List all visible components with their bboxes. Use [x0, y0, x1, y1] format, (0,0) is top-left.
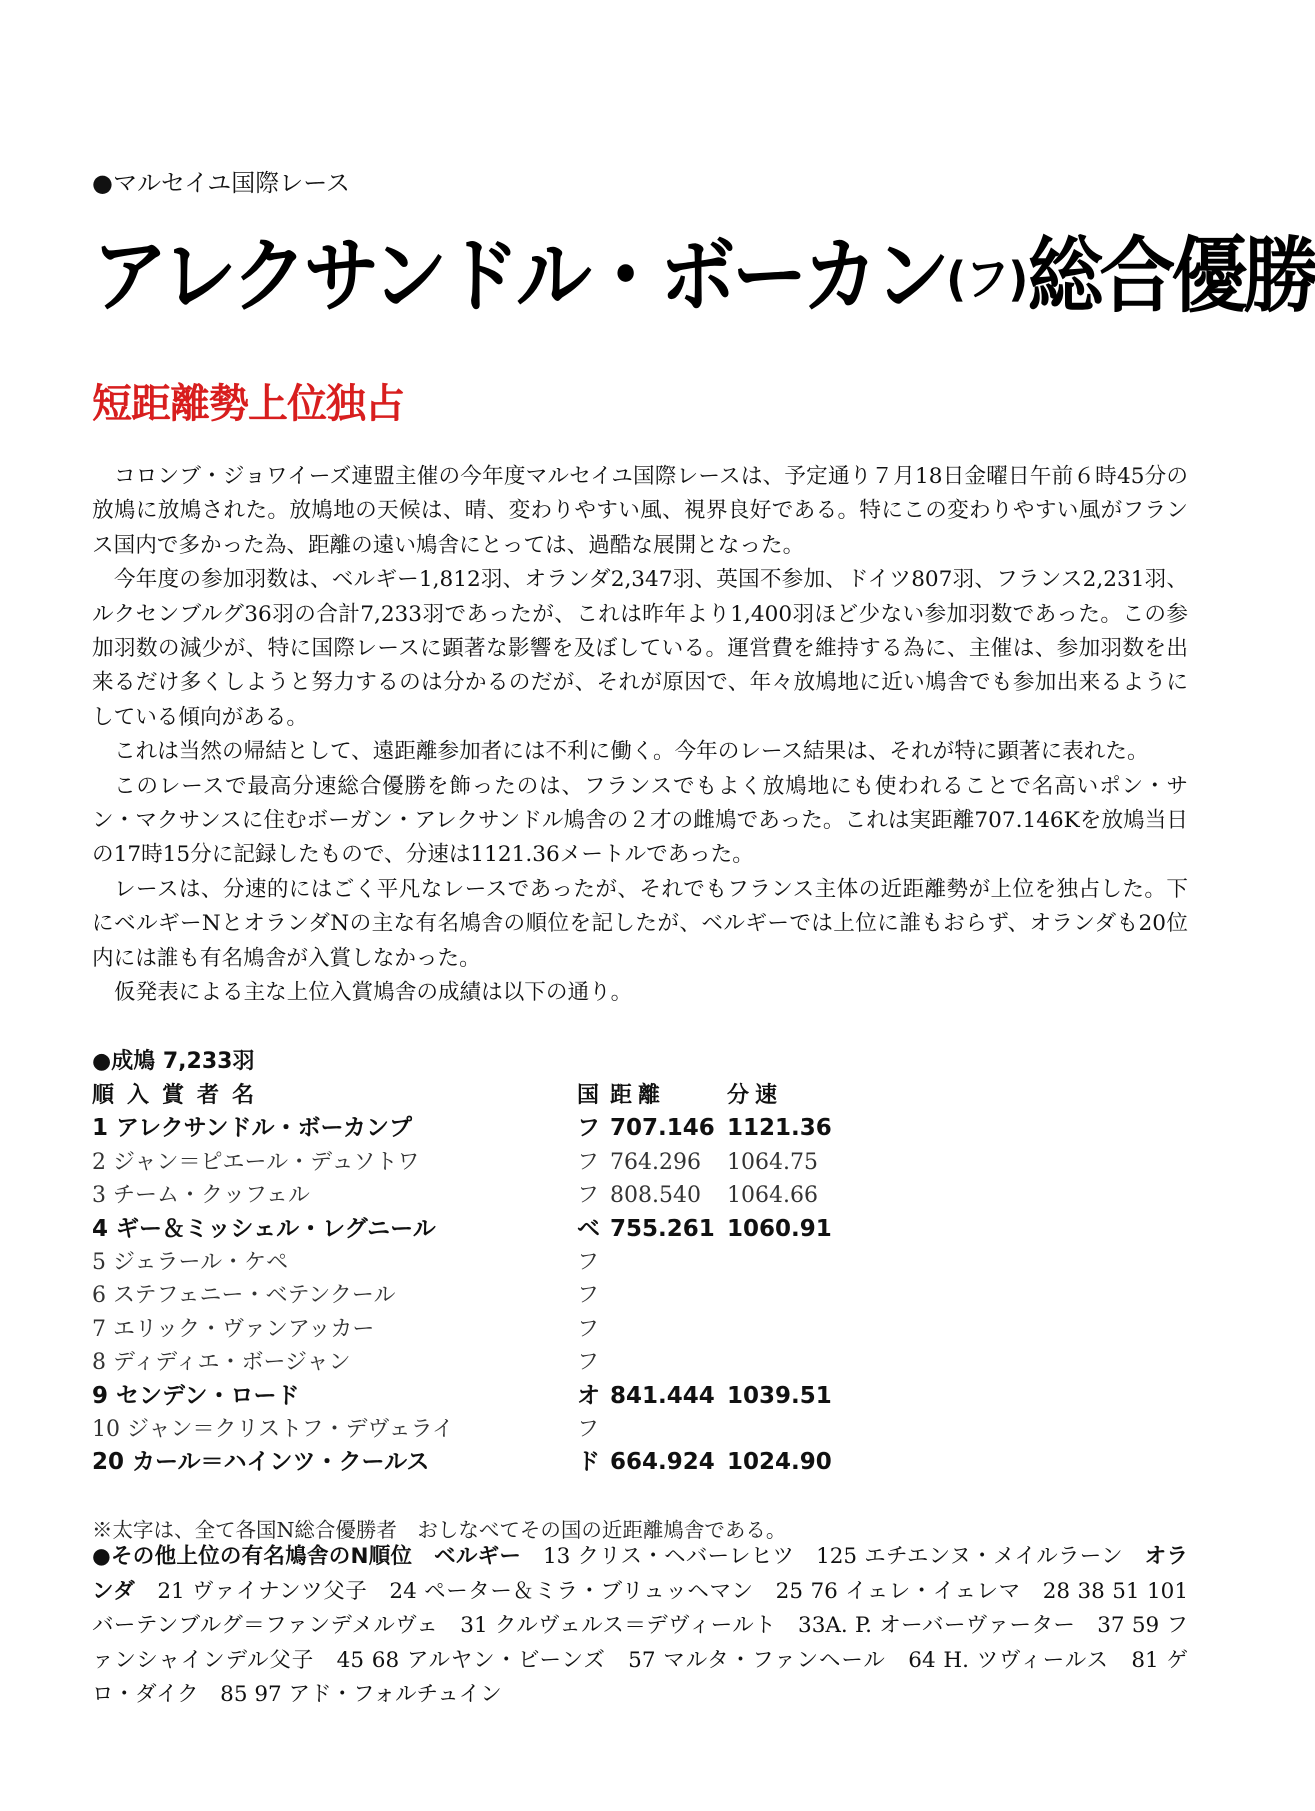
entrant-country: ド — [577, 1449, 600, 1476]
entrant-distance: 755.261 — [610, 1215, 715, 1242]
netherlands-label: オランダ — [92, 1544, 1188, 1604]
paragraph: 今年度の参加羽数は、ベルギー1,812羽、オランダ2,347羽、英国不参加、ドイツ807羽、フランス2,231羽、ルクセンブルグ36羽の合計7,233羽であったが、これは昨年より1,400羽ほど少ない参加羽数であった。この参加羽数の減少が、特に国際レースに顕著な影響を及ぼしている。運営費を維持する為に、主催は、参加羽数を出来るだけ多くしようと努力するのは分かるのだが、それが原因で、年々放鳩地に近い鳩舎でも参加出来るようにしている傾向がある。 — [92, 567, 1188, 730]
entrant-distance: 808.540 — [610, 1183, 701, 1209]
entrant-name: 8 ディディエ・ボージャン — [92, 1350, 351, 1376]
entrant-distance: 664.924 — [610, 1449, 715, 1476]
footnote: ※太字は、全て各国N総合優勝者 おしなべてその国の近距離鳩舎である。 — [92, 1518, 787, 1542]
belgium-rankings: 13 クリス・ヘバーレヒツ 125 エチエンヌ・メイルラーン — [542, 1544, 1123, 1569]
entrant-name: 1 アレクサンドル・ボーカンプ — [92, 1115, 413, 1142]
entrant-name: 6 ステフェニー・ベテンクール — [92, 1283, 396, 1309]
result-row — [92, 1446, 1188, 1479]
results-title: ●成鳩 7,233羽 — [92, 1049, 255, 1074]
entrant-speed: 1064.75 — [727, 1149, 818, 1175]
entrant-speed: 1060.91 — [727, 1215, 832, 1242]
entrant-name: 7 エリック・ヴァンアッカー — [92, 1316, 375, 1342]
result-row — [92, 1279, 1188, 1312]
result-row — [92, 1146, 1188, 1179]
entrant-name: 10 ジャン＝クリストフ・デヴェライ — [92, 1416, 454, 1442]
headline — [92, 227, 1315, 324]
result-row — [92, 1380, 1188, 1413]
results-rows — [92, 1112, 1188, 1479]
entrant-distance: 707.146 — [610, 1115, 715, 1142]
header-speed: 分速 — [727, 1083, 784, 1108]
headline-country: (フ) — [946, 252, 1028, 308]
paragraph: このレースで最高分速総合優勝を飾ったのは、フランスでもよく放鳩地にも使われることで名高いポン・サン・マクサンスに住むボーガン・アレクサンドル鳩舎の２才の雌鳩であった。これは実距離707.146Kを放鳩当日の17時15分に記録したもので、分速は1121.36メートルであった。 — [92, 773, 1188, 868]
entrant-speed: 1039.51 — [727, 1382, 832, 1409]
results-header-row — [92, 1079, 1188, 1112]
result-row — [92, 1413, 1188, 1446]
entrant-name: 3 チーム・クッフェル — [92, 1183, 310, 1209]
entrant-country: フ — [577, 1183, 600, 1209]
entrant-country: フ — [577, 1350, 600, 1376]
entrant-speed: 1024.90 — [727, 1449, 832, 1476]
entrant-speed: 1121.36 — [727, 1115, 832, 1142]
entrant-country: フ — [577, 1283, 600, 1309]
result-row — [92, 1112, 1188, 1145]
entrant-country: フ — [577, 1115, 600, 1142]
paragraph: これは当然の帰結として、遠距離参加者には不利に働く。今年のレース結果は、それが特に顕著に表れた。 — [114, 739, 1149, 765]
headline-main: アレクサンドル・ボーカン — [92, 227, 947, 324]
entrant-name: 4 ギー＆ミッシェル・レグニール — [92, 1215, 436, 1242]
result-row — [92, 1246, 1188, 1279]
paragraph: 仮発表による主な上位入賞鳩舎の成績は以下の通り。 — [114, 980, 633, 1006]
header-distance: 距離 — [610, 1083, 667, 1108]
paragraph: コロンブ・ジョワイーズ連盟主催の今年度マルセイユ国際レースは、予定通り７月18日金曜日午前６時45分の放鳩に放鳩された。放鳩地の天候は、晴、変わりやすい風、視界良好である。特にこの変わりやすい風がフランス国内で多かった為、距離の遠い鳩舎にとっては、過酷な展開となった。 — [92, 464, 1188, 558]
paragraph: レースは、分速的にはごく平凡なレースであったが、それでもフランス主体の近距離勢が上位を独占した。下にベルギーNとオランダNの主な有名鳩舎の順位を記したが、ベルギーでは上位に誰もおらず、オランダも20位内には誰も有名鳩舎が入賞しなかった。 — [92, 876, 1188, 971]
entrant-name: 9 センデン・ロード — [92, 1382, 300, 1409]
subheadline: 短距離勢上位独占 — [92, 381, 404, 427]
result-row — [92, 1346, 1188, 1379]
other-rankings-label: ●その他上位の有名鳩舎のN順位 — [92, 1544, 413, 1569]
article-body — [92, 460, 1188, 1011]
entrant-distance: 841.444 — [610, 1382, 715, 1409]
entrant-country: オ — [577, 1382, 600, 1409]
entrant-name: 20 カール＝ハインツ・クールス — [92, 1449, 430, 1476]
results-table — [92, 1045, 1188, 1480]
entrant-country: フ — [577, 1316, 600, 1342]
section-kicker: ●マルセイユ国際レース — [92, 169, 351, 197]
entrant-distance: 764.296 — [610, 1149, 701, 1175]
entrant-country: フ — [577, 1249, 600, 1275]
entrant-name: 2 ジャン＝ピエール・デュソトワ — [92, 1149, 420, 1175]
entrant-name: 5 ジェラール・ケペ — [92, 1249, 289, 1275]
header-name: 順入賞者名 — [92, 1083, 268, 1108]
header-country: 国 — [577, 1083, 606, 1108]
headline-suffix: 総合優勝 — [1027, 227, 1315, 324]
entrant-speed: 1064.66 — [727, 1183, 818, 1209]
entrant-country: フ — [577, 1149, 600, 1175]
entrant-country: ベ — [577, 1215, 600, 1242]
result-row — [92, 1313, 1188, 1346]
result-row — [92, 1179, 1188, 1212]
entrant-country: フ — [577, 1416, 600, 1442]
other-rankings — [92, 1540, 1188, 1713]
result-row — [92, 1213, 1188, 1246]
netherlands-rankings: 21 ヴァイナンツ父子 24 ペーター＆ミラ・ブリュッヘマン 25 76 イェレ・イェレマ 28 38 51 101 バーテンブルグ＝ファンデメルヴェ 31 クルヴェルス＝デヴィールト 33A. P. オーバーヴァーター 37 59 ファンシャインデル父子 45 68 アルヤン・ビーンズ 57 マルタ・ファンヘール 64 H. ツヴィールス 81 ゲロ・ダイク 85 97 アド・フォルチュイン — [92, 1578, 1189, 1707]
belgium-label: ベルギー — [434, 1544, 522, 1569]
